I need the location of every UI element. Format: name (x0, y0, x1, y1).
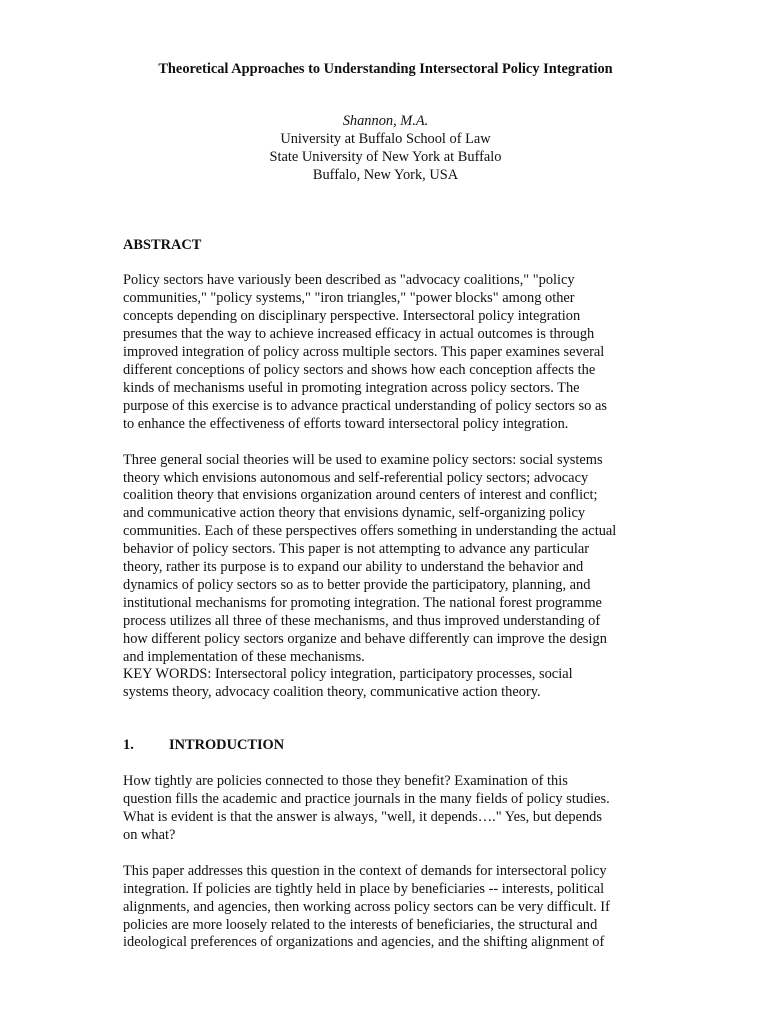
text-line: presumes that the way to achieve increased efficacy in actual outcomes is through (123, 326, 595, 343)
abstract-paragraph-2 (123, 452, 648, 703)
paper-title: Theoretical Approaches to Understanding Intersectoral Policy Integration (158, 61, 613, 77)
text-line: question fills the academic and practice journals in the many fields of policy studies. (123, 791, 610, 808)
text-line: Policy sectors have variously been described as "advocacy coalitions," "policy (123, 272, 575, 289)
text-line: process utilizes all three of these mechanisms, and thus improved understanding of (123, 612, 601, 629)
abstract-paragraph-1 (123, 272, 648, 433)
text-line: systems theory, advocacy coalition theory, communicative action theory. (123, 684, 541, 701)
text-line: This paper addresses this question in the context of demands for intersectoral policy (123, 862, 607, 879)
text-line: coalition theory that envisions organization around centers of interest and conflict; (123, 487, 598, 504)
page-content (123, 61, 648, 952)
text-line: concepts depending on disciplinary perspective. Intersectoral policy integration (123, 308, 581, 325)
author-affiliation-1: University at Buffalo School of Law (280, 130, 491, 147)
introduction-heading (123, 737, 648, 755)
text-line: behavior of policy sectors. This paper is not attempting to advance any particular (123, 541, 590, 558)
text-line: ideological preferences of organizations and agencies, and the shifting alignment of (123, 934, 605, 951)
text-line: on what? (123, 826, 176, 843)
text-line: dynamics of policy sectors so as to better provide the participatory, planning, and (123, 576, 591, 593)
text-line: communities. Each of these perspectives offers something in understanding the actual (123, 523, 617, 540)
text-line: KEY WORDS: Intersectoral policy integration, participatory processes, social (123, 666, 573, 683)
introduction-paragraph-2 (123, 863, 648, 953)
author-affiliation-2: State University of New York at Buffalo (269, 148, 502, 165)
abstract-heading: ABSTRACT (123, 236, 202, 253)
section-title: INTRODUCTION (169, 737, 285, 754)
text-line: What is evident is that the answer is always, "well, it depends…." Yes, but depends (123, 809, 602, 825)
text-line: alignments, and agencies, then working across policy sectors can be very difficult. If (123, 898, 610, 915)
text-line: and communicative action theory that envisions dynamic, self-organizing policy (123, 505, 586, 522)
text-line: kinds of mechanisms useful in promoting integration across policy sectors. The (123, 379, 580, 396)
text-line: Three general social theories will be used to examine policy sectors: social systems (123, 451, 603, 468)
text-line: theory, rather its purpose is to expand our ability to understand the behavior and (123, 559, 584, 576)
author-name: Shannon, M.A. (342, 112, 429, 129)
author-location: Buffalo, New York, USA (312, 166, 459, 183)
author-block (123, 113, 648, 185)
text-line: different conceptions of policy sectors and shows how each conception affects the (123, 361, 596, 378)
text-line: improved integration of policy across multiple sectors. This paper examines several (123, 344, 605, 361)
section-number: 1. (123, 737, 134, 754)
text-line: policies are more loosely related to the interests of beneficiaries, the structural and (123, 916, 598, 933)
text-line: and implementation of these mechanisms. (123, 648, 365, 665)
text-line: How tightly are policies connected to those they benefit? Examination of this (123, 773, 568, 790)
text-line: integration. If policies are tightly held in place by beneficiaries -- interests, political (123, 880, 605, 897)
text-line: to enhance the effectiveness of efforts toward intersectoral policy integration. (123, 415, 569, 432)
text-line: institutional mechanisms for promoting integration. The national forest programme (123, 594, 602, 611)
text-line: purpose of this exercise is to advance practical understanding of policy sectors so as (123, 397, 607, 414)
text-line: theory which envisions autonomous and self-referential policy sectors; advocacy (123, 469, 589, 486)
text-line: communities," "policy systems," "iron triangles," "power blocks" among other (123, 290, 575, 307)
introduction-paragraph-1 (123, 773, 648, 845)
text-line: how different policy sectors organize and behave differently can improve the design (123, 630, 607, 647)
